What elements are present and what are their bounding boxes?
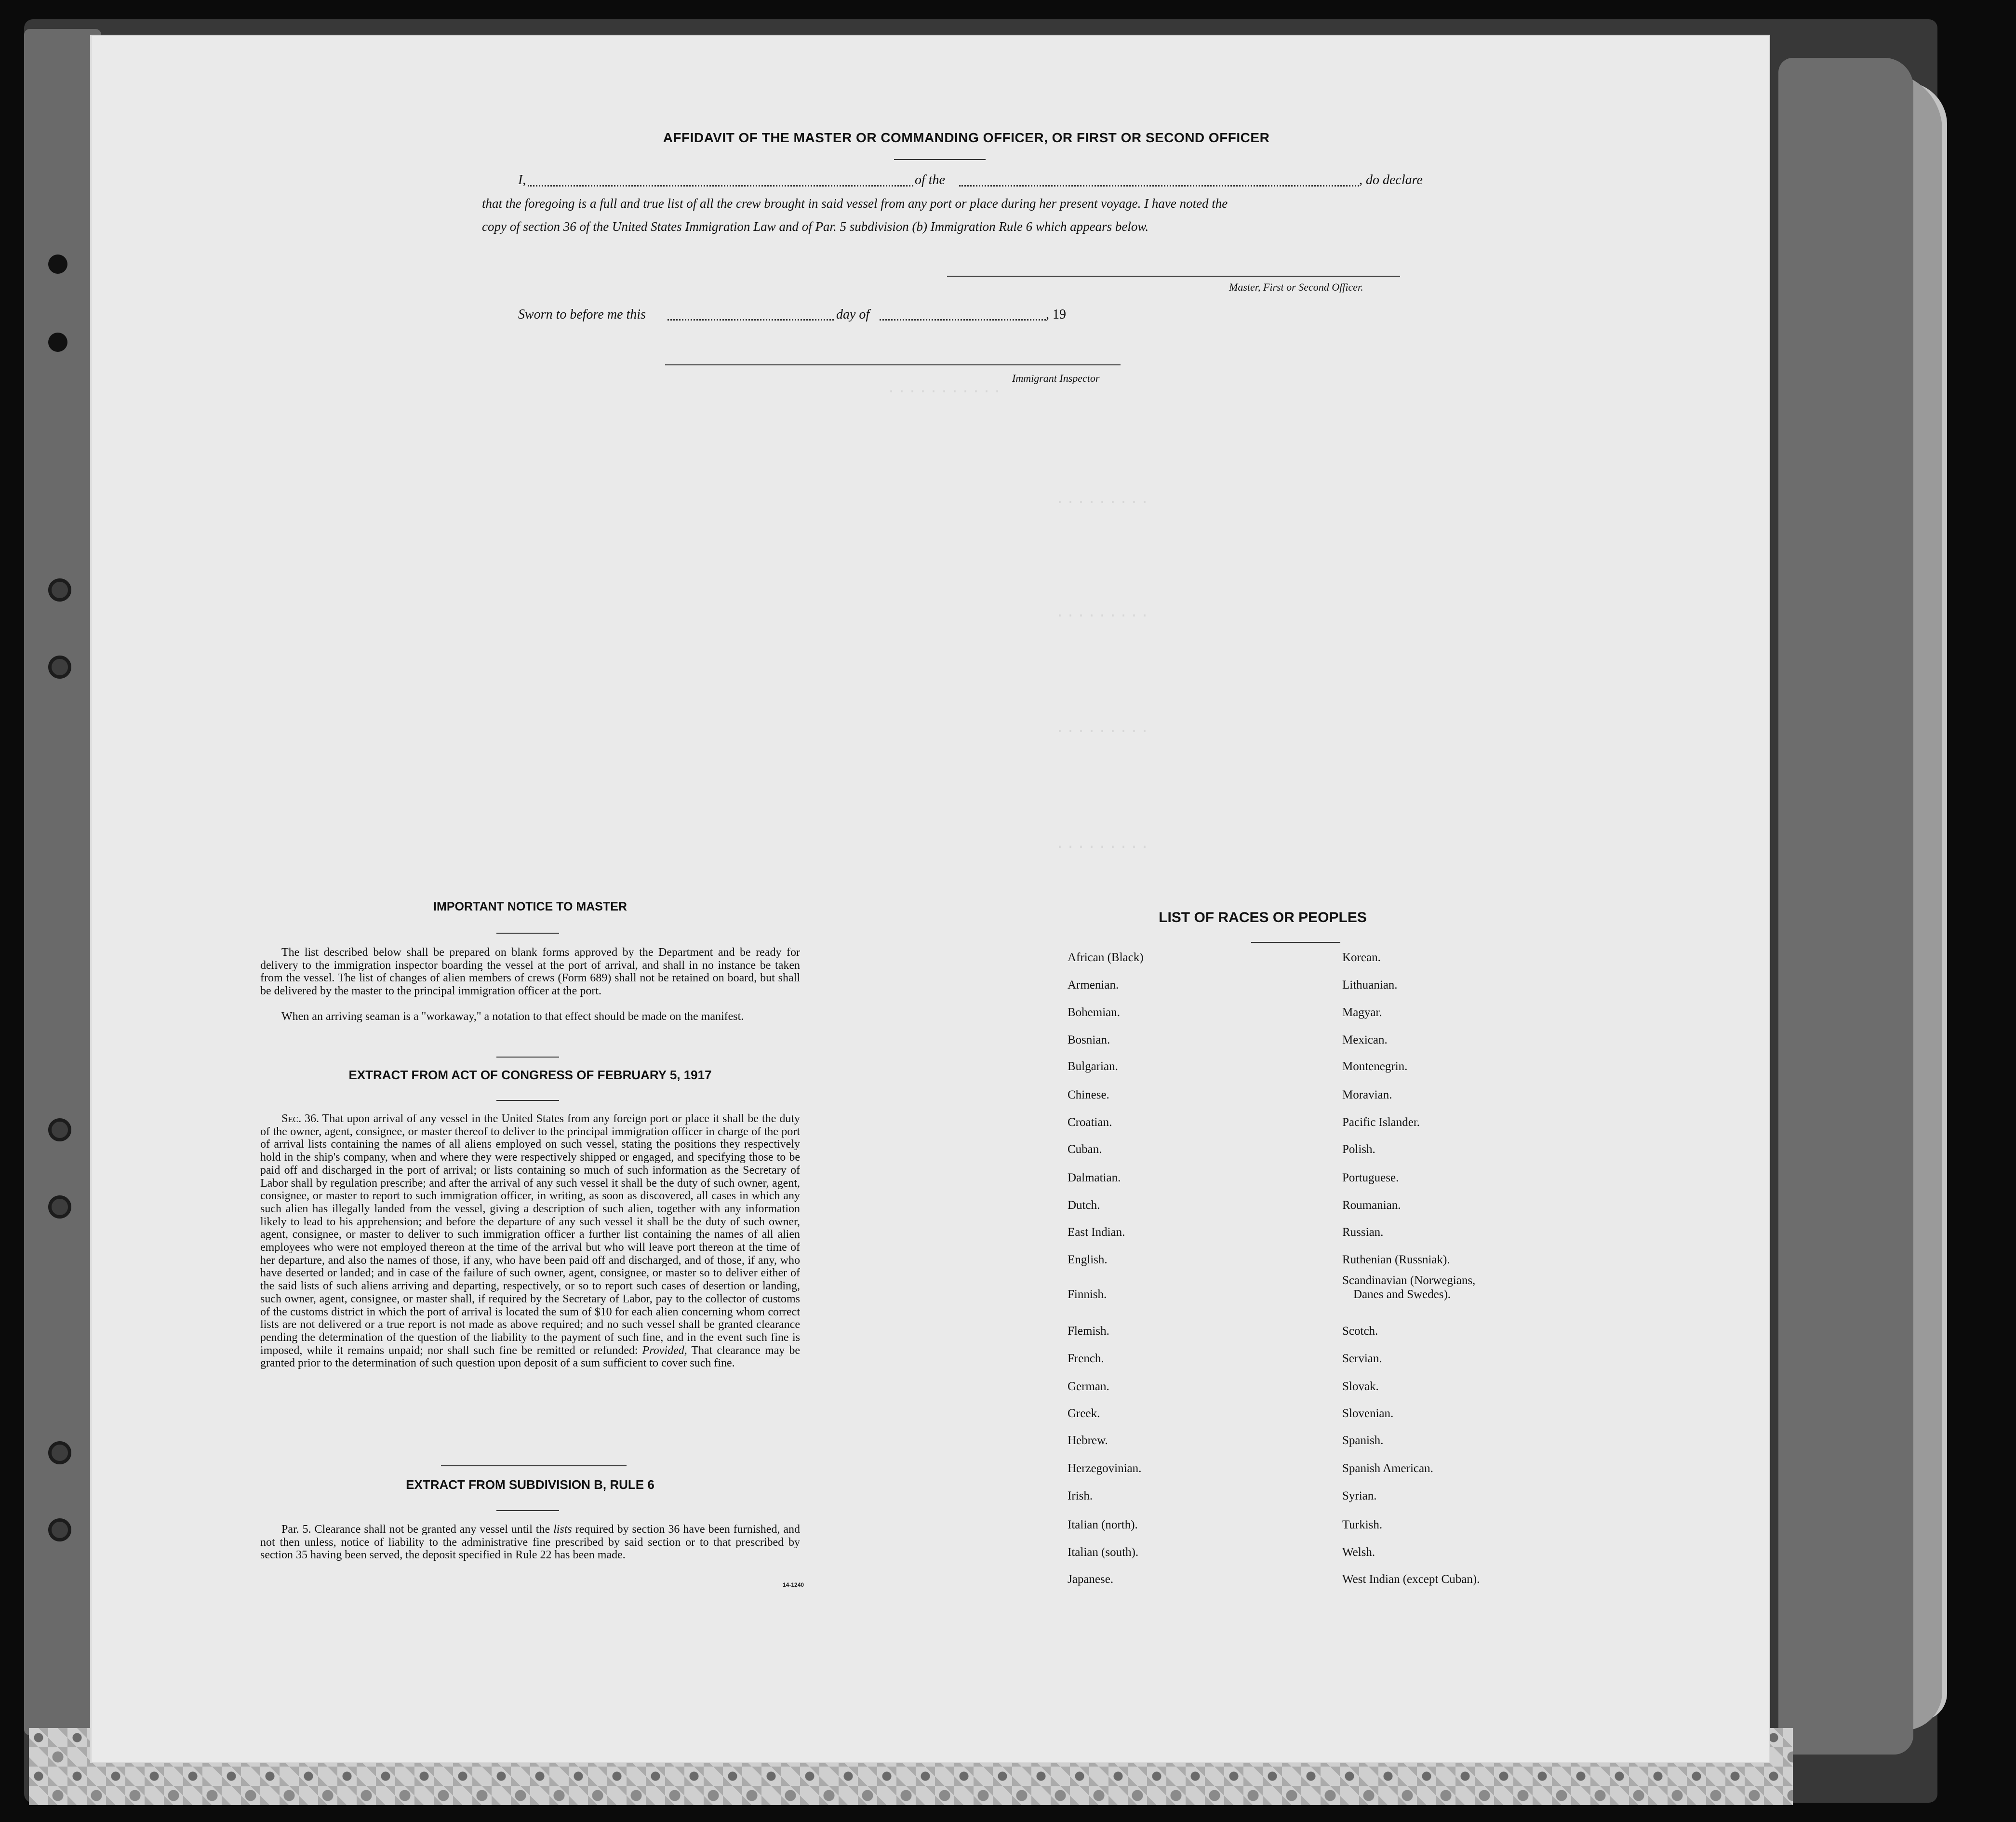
sworn-day-line[interactable]: [668, 319, 834, 321]
race-item: Slovak.: [1342, 1380, 1379, 1393]
race-item: Scotch.: [1342, 1325, 1378, 1338]
affidavit-i: I,: [518, 173, 526, 188]
race-item: East Indian.: [1068, 1226, 1125, 1239]
binder-hole-icon: [48, 1118, 71, 1141]
bleed-through-text: .........: [1055, 605, 1151, 621]
sworn-day-of: day of: [836, 307, 870, 322]
binder-hole-icon: [48, 1518, 71, 1541]
race-item: Dutch.: [1068, 1199, 1100, 1212]
master-signature-line[interactable]: [947, 276, 1400, 277]
extract-act-divider: [496, 1100, 559, 1101]
race-item: Finnish.: [1068, 1288, 1107, 1301]
extract-act-title: EXTRACT FROM ACT OF CONGRESS OF FEBRUARY 5, 1917: [348, 1068, 712, 1082]
bleed-through-text: .........: [1055, 492, 1151, 508]
race-item: Croatian.: [1068, 1116, 1112, 1129]
binder-hole-icon: [48, 656, 71, 679]
race-item: Magyar.: [1342, 1006, 1382, 1019]
binder-hole-icon: [48, 333, 67, 352]
binder-hole-icon: [48, 1441, 71, 1464]
race-item: Russian.: [1342, 1226, 1384, 1239]
race-item: Irish.: [1068, 1489, 1093, 1502]
inspector-signature-line[interactable]: [665, 364, 1121, 365]
provided-word: Provided,: [642, 1344, 687, 1357]
affidavit-of-the: of the: [915, 173, 945, 188]
race-item: French.: [1068, 1352, 1104, 1365]
race-item: Japanese.: [1068, 1573, 1114, 1586]
race-item: Portuguese.: [1342, 1171, 1399, 1184]
race-item: Danes and Swedes).: [1353, 1288, 1451, 1301]
binder-hole-icon: [48, 578, 71, 602]
race-item: Armenian.: [1068, 978, 1119, 991]
sworn-month-line[interactable]: [880, 319, 1046, 321]
extract-rule-title: EXTRACT FROM SUBDIVISION B, RULE 6: [406, 1477, 654, 1492]
race-item: Bulgarian.: [1068, 1060, 1118, 1073]
race-item: Bohemian.: [1068, 1006, 1121, 1019]
race-item: Scandinavian (Norwegians,: [1342, 1274, 1476, 1287]
affidavit-title: AFFIDAVIT OF THE MASTER OR COMMANDING OFFICER, OR FIRST OR SECOND OFFICER: [663, 130, 1270, 145]
bleed-through-text: .........: [1055, 721, 1151, 737]
notice-title: IMPORTANT NOTICE TO MASTER: [433, 900, 627, 913]
under-sheet-edge: [1778, 58, 1913, 1755]
race-item: Polish.: [1342, 1143, 1375, 1156]
race-item: Bosnian.: [1068, 1033, 1110, 1046]
extract-act-body: [260, 1112, 800, 1370]
vessel-fill-line[interactable]: [959, 185, 1359, 187]
race-item: Moravian.: [1342, 1088, 1392, 1101]
lists-word: lists: [553, 1523, 572, 1536]
race-item: Flemish.: [1068, 1325, 1109, 1338]
affidavit-declare: , do declare: [1359, 173, 1423, 188]
notice-divider: [496, 933, 559, 934]
section-36-text: That upon arrival of any vessel in the United States from any foreign port or place it shall be the duty of the owner, agent, consignee, or master thereof to deliver to the principal immigration officer in charge of the port of arrival lists containing the names of all aliens employed on such vessel, stating the positions they respectively hold in the ship's company, when and where they were respectively shipped or engaged, and specifying those to be paid off and discharged in the port of arrival; or lists containing so much of such information as the Secretary of Labor shall by regulation prescribe; and after the arrival of any such vessel it shall be the duty of such owner, agent, consignee, or master to report to such immigration officer, in writing, as soon as discovered, all cases in which any such alien has illegally landed from the vessel, giving a description of such alien, together with any information likely to lead to his apprehension; and before the departure of any such vessel it shall be the duty of such owner, agent, consignee, or master to deliver to such immigration officer a further list containing the names of all alien employees who were not employed thereon at the time of the arrival but who will leave port thereon at the time of her departure, and also the names of those, if any, who have been paid off and discharged, and of those, if any, who have deserted or landed; and in case of the failure of such owner, agent, consignee, or master so to deliver either of the said lists of such aliens arriving and departing, respectively, or so to report such cases of desertion or landing, such owner, agent, consignee, or master shall, if required by the Secretary of Labor, pay to the collector of customs of the customs district in which the port of arrival is located the sum of $10 for each alien concerning whom correct lists are not delivered or a true report is not made as above required; and no such vessel shall be granted clearance pending the determination of the question of the liability to the payment of such fine, and in the event such fine is imposed, while it remains unpaid; nor shall such fine be remitted or refunded:: [260, 1112, 801, 1357]
race-item: Dalmatian.: [1068, 1171, 1121, 1184]
race-item: Pacific Islander.: [1342, 1116, 1420, 1129]
race-item: Chinese.: [1068, 1088, 1109, 1101]
affidavit-line-2: that the foregoing is a full and true list of all the crew brought in said vessel from any port or place during her present voyage. I have noted the: [482, 196, 1228, 211]
binder-hole-icon: [48, 255, 67, 274]
race-item: German.: [1068, 1380, 1109, 1393]
inspector-label: Immigrant Inspector: [1012, 372, 1100, 384]
race-item: Hebrew.: [1068, 1434, 1108, 1447]
race-item: Syrian.: [1342, 1489, 1377, 1502]
race-item: Mexican.: [1342, 1033, 1388, 1046]
master-signature-label: Master, First or Second Officer.: [1229, 281, 1363, 293]
extract-act-divider-top: [496, 1057, 559, 1058]
bleed-through-text: .........: [1055, 836, 1151, 853]
extract-rule-divider-top: [441, 1465, 627, 1466]
race-item: Herzegovinian.: [1068, 1462, 1142, 1475]
extract-rule-body: [260, 1523, 800, 1562]
race-item: Turkish.: [1342, 1518, 1383, 1531]
races-title: LIST OF RACES OR PEOPLES: [1159, 910, 1367, 925]
extract-rule-divider: [496, 1510, 559, 1511]
race-item: African (Black): [1068, 951, 1144, 964]
races-divider: [1251, 942, 1340, 943]
race-item: Lithuanian.: [1342, 978, 1398, 991]
race-item: Ruthenian (Russniak).: [1342, 1253, 1450, 1266]
sworn-year: , 19: [1046, 307, 1066, 322]
race-item: Cuban.: [1068, 1143, 1102, 1156]
title-divider: [894, 159, 986, 160]
race-item: Greek.: [1068, 1407, 1100, 1420]
affidavit-line-3: copy of section 36 of the United States Immigration Law and of Par. 5 subdivision (b) Immigration Rule 6 which appears below.: [482, 219, 1149, 234]
race-item: Roumanian.: [1342, 1199, 1401, 1212]
race-item: Spanish.: [1342, 1434, 1384, 1447]
par5-start: Par. 5. Clearance shall not be granted any vessel until the: [281, 1523, 550, 1536]
race-item: English.: [1068, 1253, 1108, 1266]
race-item: Italian (south).: [1068, 1546, 1139, 1559]
name-fill-line[interactable]: [528, 185, 913, 187]
race-item: Montenegrin.: [1342, 1060, 1408, 1073]
notice-paragraph-2: When an arriving seaman is a "workaway," a notation to that effect should be made on the manifest.: [281, 1010, 744, 1023]
document-page: [92, 36, 1769, 1762]
section-label: Sec. 36.: [281, 1112, 320, 1125]
race-item: Servian.: [1342, 1352, 1382, 1365]
left-sheet-edge: [24, 29, 101, 1735]
par5-end: required by section 36 have been furnished, and not then unless, notice of liability to the administrative fine prescribed by said section or to that prescribed by section 35 having been served, the deposit specified in Rule 22 has been made.: [260, 1523, 801, 1562]
race-item: Spanish American.: [1342, 1462, 1433, 1475]
sworn-prefix: Sworn to before me this: [518, 307, 646, 322]
bleed-through-text: ...........: [887, 381, 1004, 397]
binder-hole-icon: [48, 1195, 71, 1219]
section-36-end: That clearance may be granted prior to the determination of such question upon deposit of a sum sufficient to cover such fine.: [260, 1344, 801, 1370]
race-item: Slovenian.: [1342, 1407, 1394, 1420]
race-item: Italian (north).: [1068, 1518, 1138, 1531]
race-item: Welsh.: [1342, 1546, 1375, 1559]
notice-paragraph-1: The list described below shall be prepared on blank forms approved by the Department and be ready for delivery to the immigration inspector boarding the vessel at the port of arrival, and shall in no instance be taken from the vessel. The list of changes of alien members of crews (Form 689) shall not be retained on board, but shall be delivered by the master to the principal immigration officer at the port.: [260, 946, 800, 998]
race-item: West Indian (except Cuban).: [1342, 1573, 1480, 1586]
form-number: 14-1240: [783, 1581, 804, 1588]
race-item: Korean.: [1342, 951, 1381, 964]
